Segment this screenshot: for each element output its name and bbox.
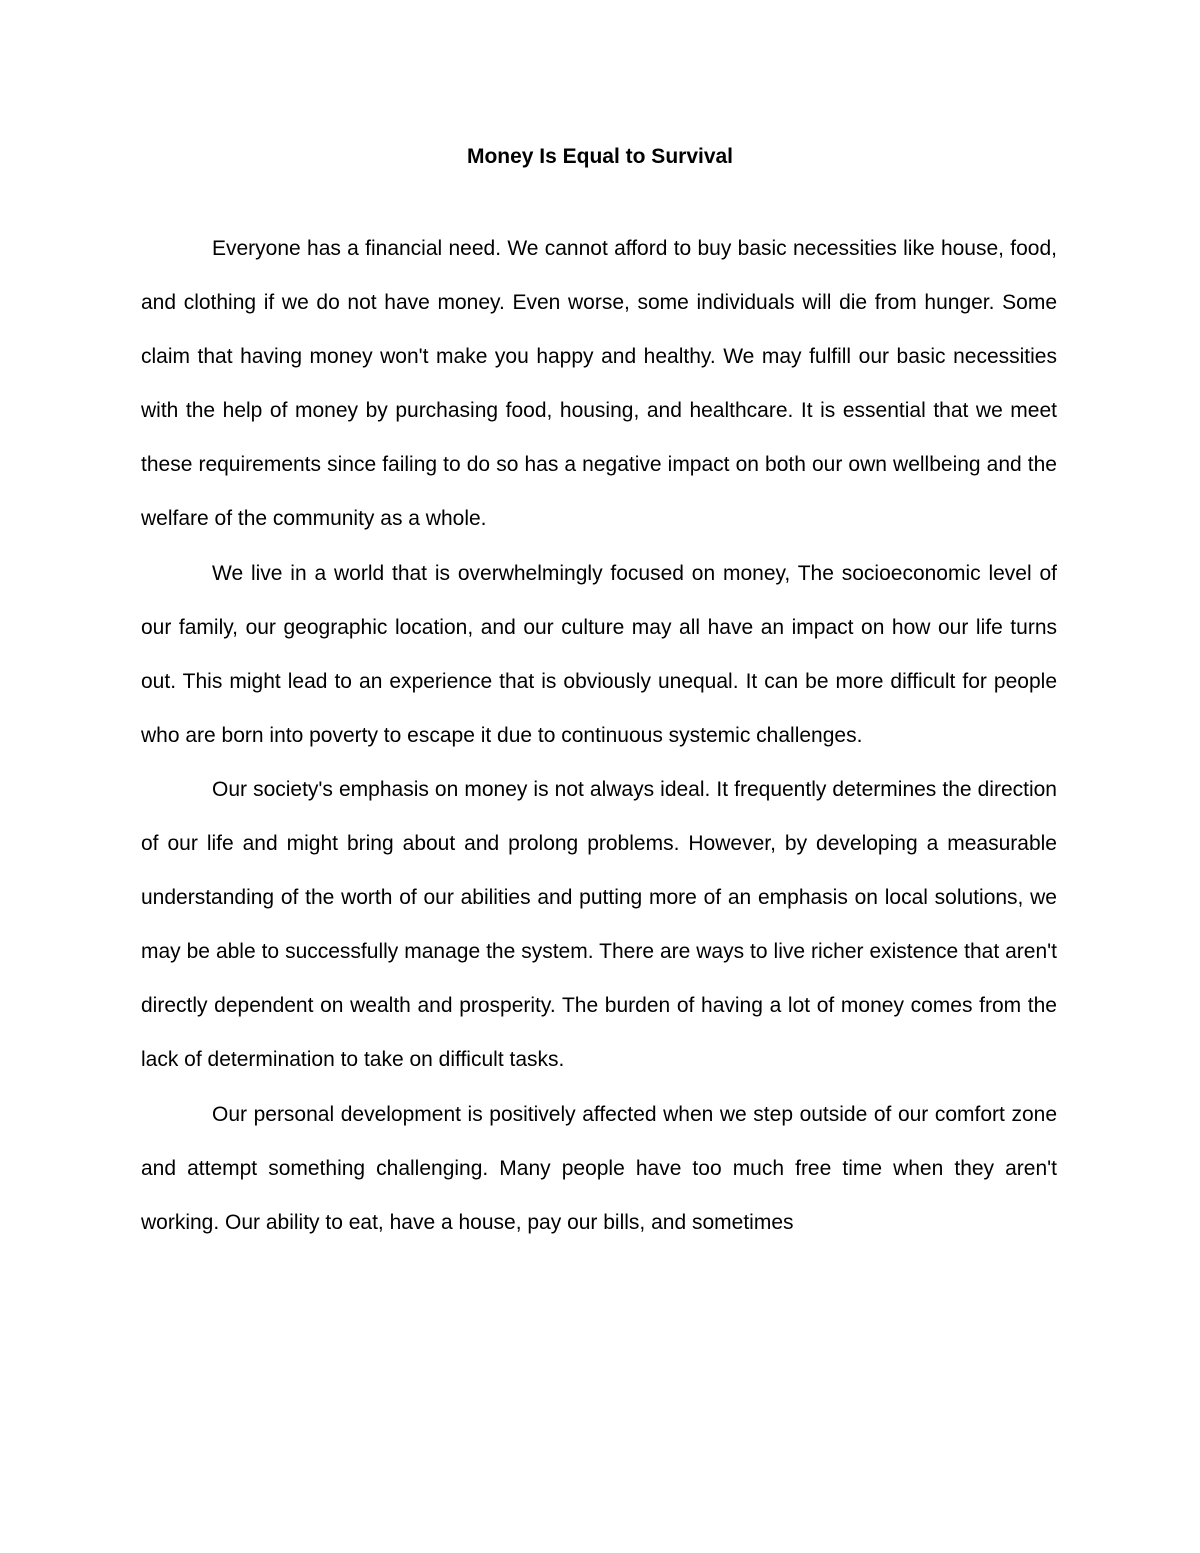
paragraph-2: We live in a world that is overwhelmingly focused on money, The socioeconomic level of our family, our geographic location, and our culture may all have an impact on how our life turns out. This might lead to an experience that is obviously unequal. It can be more difficult for people who are born into poverty to escape it due to continuous systemic challenges. (141, 561, 1057, 747)
paragraph-3: Our society's emphasis on money is not always ideal. It frequently determines the direction of our life and might bring about and prolong problems. However, by developing a measurable understanding of the worth of our abilities and putting more of an emphasis on local solutions, we may be able to successfully manage the system. There are ways to live richer existence that aren't directly dependent on wealth and prosperity. The burden of having a lot of money comes from the lack of determination to take on difficult tasks. (141, 777, 1057, 1072)
document-title: Money Is Equal to Survival (466, 145, 734, 168)
paragraph-4: Our personal development is positively affected when we step outside of our comfort zone and attempt something challenging. Many people have too much free time when they aren't working. Our ability to eat, have a house, pay our bills, and sometimes (141, 1102, 1057, 1234)
document-body (141, 222, 1057, 1250)
paragraph-1: Everyone has a financial need. We cannot afford to buy basic necessities like house, food, and clothing if we do not have money. Even worse, some individuals will die from hunger. Some claim that having money won't make you happy and healthy. We may fulfill our basic necessities with the help of money by purchasing food, housing, and healthcare. It is essential that we meet these requirements since failing to do so has a negative impact on both our own wellbeing and the welfare of the community as a whole. (141, 237, 1057, 531)
